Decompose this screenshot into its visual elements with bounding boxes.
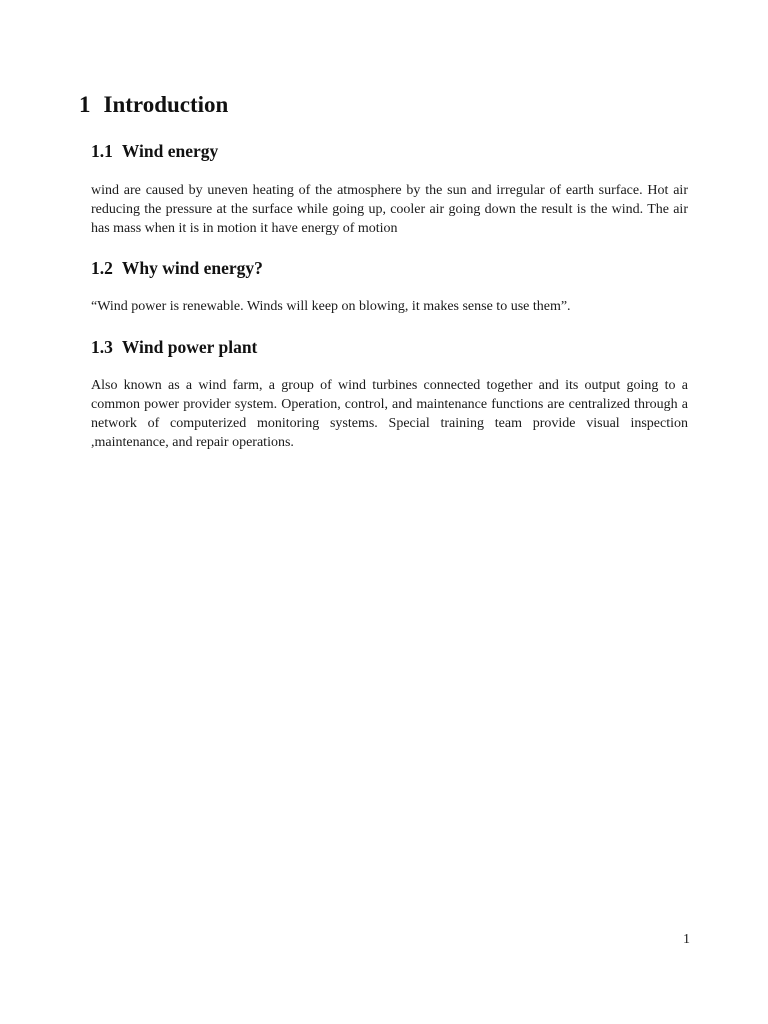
chapter-heading — [79, 89, 228, 121]
paragraph-wind-power-plant: Also known as a wind farm, a group of wind turbines connected together and its output going to a common power provider system. Operation, control, and maintenance functions are centralized through a network of computerized monitoring systems. Special training team provide visual inspection ,maintenance, and repair operations. — [91, 378, 688, 450]
section-title: Why wind energy? — [121, 258, 263, 278]
chapter-title: Introduction — [103, 92, 229, 117]
section-number: 1.2 — [91, 258, 113, 278]
paragraph-why-wind-energy: “Wind power is renewable. Winds will keep on blowing, it makes sense to use them”. — [91, 299, 571, 314]
chapter-number: 1 — [79, 92, 91, 117]
section-heading-wind-power-plant — [91, 335, 257, 359]
paragraph-wind-energy: wind are caused by uneven heating of the atmosphere by the sun and irregular of earth surface. Hot air reducing the pressure at the surface while going up, cooler air going down the result is the wind. The air has mass when it is in motion it have energy of motion — [91, 183, 688, 236]
section-title: Wind energy — [121, 141, 219, 161]
section-title: Wind power plant — [121, 337, 258, 357]
page-number: 1 — [683, 932, 690, 947]
section-number: 1.1 — [91, 141, 113, 161]
section-number: 1.3 — [91, 337, 113, 357]
section-heading-wind-energy — [91, 139, 218, 163]
section-heading-why-wind-energy — [91, 256, 263, 280]
